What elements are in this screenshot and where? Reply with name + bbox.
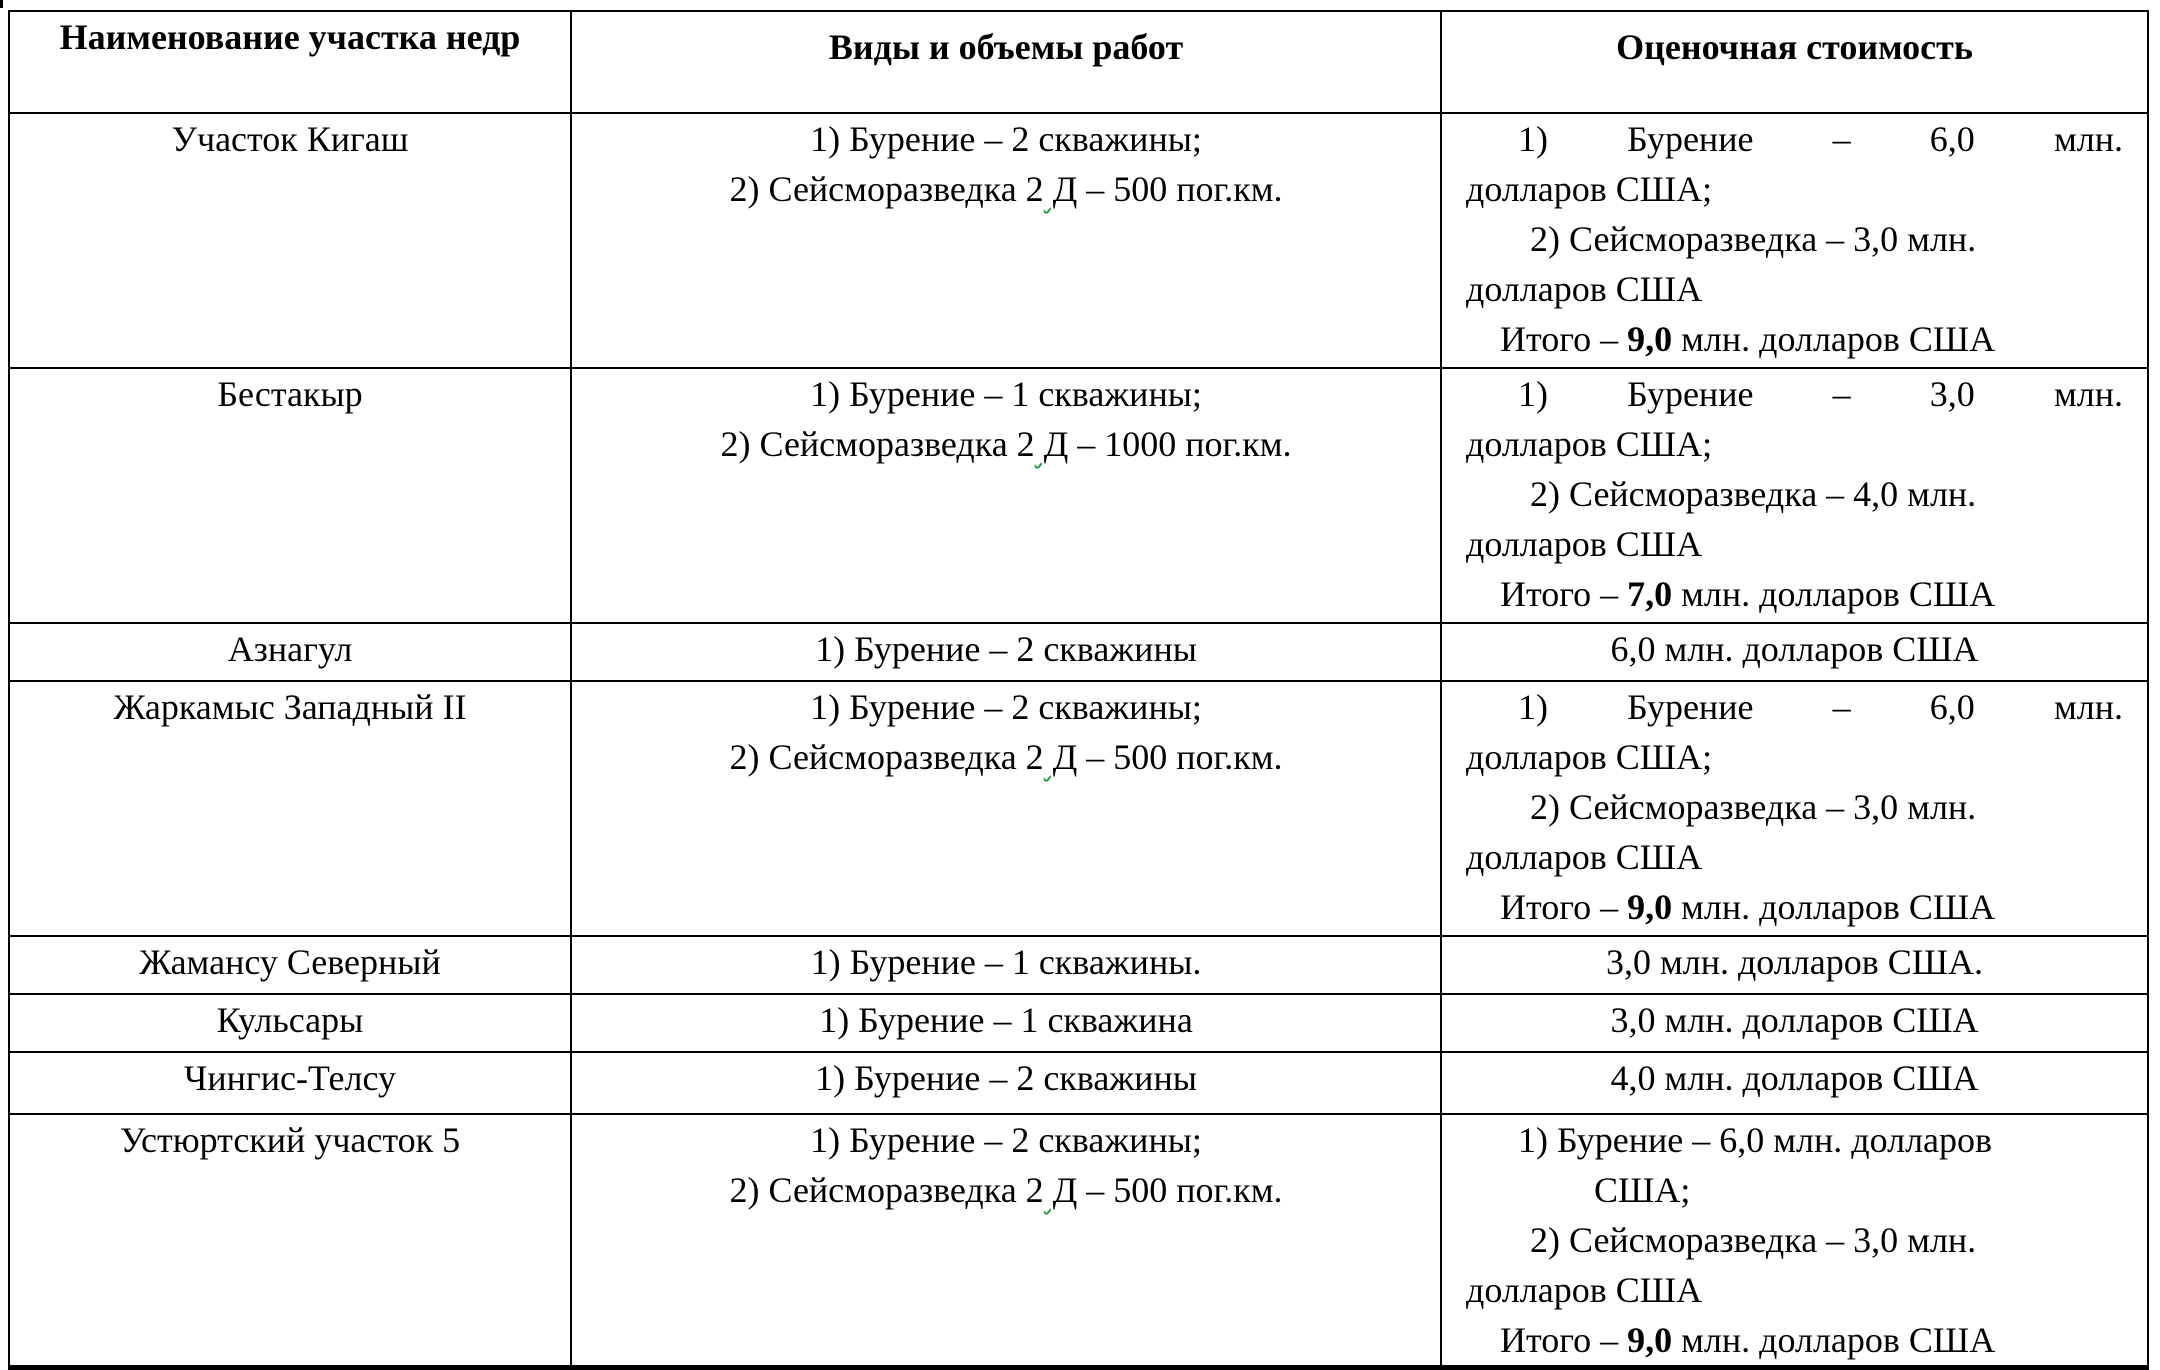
works-cost-table — [8, 10, 2149, 1370]
work-line: 1) Бурение – 2 скважины; — [810, 1120, 1202, 1160]
cost-cell: 3,0 млн. долларов США — [1441, 994, 2148, 1052]
area-name: Азнагул — [9, 623, 571, 681]
work-list — [571, 936, 1441, 994]
cost-line: 1) Бурение – 6,0 млн. — [1518, 687, 2123, 727]
cost-cell: 6,0 млн. долларов США — [1441, 623, 2148, 681]
cost-line: долларов США — [1466, 269, 1703, 309]
cost-cell — [1441, 113, 2148, 368]
area-name: Кульсары — [9, 994, 571, 1052]
cost-line: 1) Бурение – 6,0 млн. — [1518, 119, 2123, 159]
cost-line: долларов США; — [1466, 737, 1713, 777]
work-list — [571, 994, 1441, 1052]
table-row — [9, 936, 2148, 994]
table-row — [9, 368, 2148, 623]
area-name: Бестакыр — [9, 368, 571, 623]
area-name: Жамансу Северный — [9, 936, 571, 994]
cost-line: 2) Сейсморазведка – 3,0 млн. — [1530, 787, 1977, 827]
cost-line: долларов США — [1466, 524, 1703, 564]
table-row — [9, 113, 2148, 368]
cost-line: 2) Сейсморазведка – 3,0 млн. — [1530, 219, 1977, 259]
cost-cell — [1441, 1114, 2148, 1368]
work-line: 1) Бурение – 1 скважины; — [810, 374, 1202, 414]
work-list — [571, 368, 1441, 623]
header-estimated-cost: Оценочная стоимость — [1441, 11, 2148, 113]
work-line: 2) Сейсморазведка 2 Д – 500 пог.км. — [729, 169, 1283, 209]
cost-total: Итого – 9,0 млн. долларов США — [1500, 1320, 1996, 1360]
table-row — [9, 1052, 2148, 1114]
header-row — [9, 11, 2148, 113]
header-subsoil-area: Наименование участка недр — [9, 11, 571, 113]
table-row — [9, 1114, 2148, 1368]
area-name: Устюртский участок 5 — [9, 1114, 571, 1368]
work-line: 1) Бурение – 1 скважина — [819, 1000, 1193, 1040]
cost-line: 1) Бурение – 6,0 млн. долларов — [1518, 1120, 1993, 1160]
work-line: 2) Сейсморазведка 2 Д – 1000 пог.км. — [720, 424, 1292, 464]
cost-cell: 4,0 млн. долларов США — [1441, 1052, 2148, 1114]
cost-cell: 3,0 млн. долларов США. — [1441, 936, 2148, 994]
cost-line: 2) Сейсморазведка – 4,0 млн. — [1530, 474, 1977, 514]
area-name: Жаркамыс Западный II — [9, 681, 571, 936]
cost-cell — [1441, 681, 2148, 936]
work-line: 1) Бурение – 2 скважины — [815, 1058, 1197, 1098]
work-list — [571, 113, 1441, 368]
cost-line: долларов США — [1466, 837, 1703, 877]
work-line: 2) Сейсморазведка 2 Д – 500 пог.км. — [729, 737, 1283, 777]
cost-cell — [1441, 368, 2148, 623]
work-line: 1) Бурение – 1 скважины. — [810, 942, 1202, 982]
table-row — [9, 623, 2148, 681]
work-list — [571, 1052, 1441, 1114]
area-name: Участок Кигаш — [9, 113, 571, 368]
work-list — [571, 1114, 1441, 1368]
work-list — [571, 623, 1441, 681]
work-list — [571, 681, 1441, 936]
work-line: 1) Бурение – 2 скважины; — [810, 687, 1202, 727]
cost-total: Итого – 9,0 млн. долларов США — [1500, 887, 1996, 927]
work-line: 2) Сейсморазведка 2 Д – 500 пог.км. — [729, 1170, 1283, 1210]
cost-line: долларов США — [1466, 1270, 1703, 1310]
cost-line: 2) Сейсморазведка – 3,0 млн. — [1530, 1220, 1977, 1260]
header-work-types: Виды и объемы работ — [571, 11, 1441, 113]
work-line: 1) Бурение – 2 скважины — [815, 629, 1197, 669]
table-row — [9, 681, 2148, 936]
table-row — [9, 994, 2148, 1052]
cost-line: долларов США; — [1466, 424, 1713, 464]
area-name: Чингис-Телсу — [9, 1052, 571, 1114]
page-margin-mark — [0, 0, 3, 8]
cost-line: США; — [1594, 1170, 1691, 1210]
cost-line: долларов США; — [1466, 169, 1713, 209]
cost-total: Итого – 9,0 млн. долларов США — [1500, 319, 1996, 359]
cost-total: Итого – 7,0 млн. долларов США — [1500, 574, 1996, 614]
work-line: 1) Бурение – 2 скважины; — [810, 119, 1202, 159]
cost-line: 1) Бурение – 3,0 млн. — [1518, 374, 2123, 414]
